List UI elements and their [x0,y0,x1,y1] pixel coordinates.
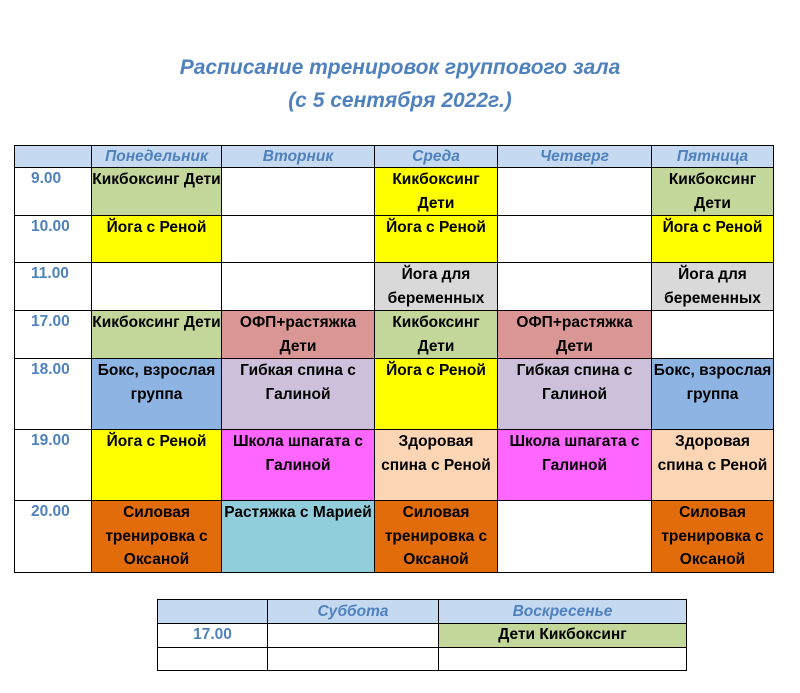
weekday-row [15,168,774,216]
time-cell: 17.00 [15,311,92,359]
class-cell: Здоровая спина с Реной [652,430,774,501]
class-cell: Кикбоксинг Дети [375,311,498,359]
class-cell [652,311,774,359]
weekend-row [158,624,687,648]
time-cell: 18.00 [15,359,92,430]
class-cell [498,216,652,263]
class-cell [268,648,439,671]
class-cell: Йога для беременных [652,263,774,311]
class-cell: Кикбоксинг Дети [92,311,222,359]
weekday-day-header: Вторник [222,146,375,168]
class-cell: Гибкая спина с Галиной [222,359,375,430]
class-cell: Йога с Реной [375,359,498,430]
class-cell: Бокс, взрослая группа [92,359,222,430]
class-cell: Здоровая спина с Реной [375,430,498,501]
class-cell [439,648,687,671]
class-cell [222,263,375,311]
time-cell: 9.00 [15,168,92,216]
class-cell: Йога с Реной [375,216,498,263]
time-cell: 17.00 [158,624,268,648]
class-cell [498,263,652,311]
weekday-schedule-table [14,145,774,573]
time-cell: 11.00 [15,263,92,311]
class-cell: Силовая тренировка с Оксаной [92,501,222,573]
weekend-day-header: Суббота [268,600,439,624]
weekday-header-corner [15,146,92,168]
class-cell: Школа шпагата с Галиной [498,430,652,501]
class-cell: Йога для беременных [375,263,498,311]
class-cell [222,216,375,263]
weekday-day-header: Пятница [652,146,774,168]
weekday-row [15,501,774,573]
weekday-row [15,359,774,430]
class-cell: Йога с Реной [92,216,222,263]
weekday-row [15,311,774,359]
time-cell [158,648,268,671]
class-cell: Кикбоксинг Дети [375,168,498,216]
weekend-schedule-table [157,599,687,671]
class-cell [268,624,439,648]
class-cell [498,501,652,573]
class-cell: ОФП+растяжка Дети [222,311,375,359]
class-cell: Йога с Реной [92,430,222,501]
weekend-row [158,648,687,671]
class-cell: Растяжка с Марией [222,501,375,573]
class-cell: Школа шпагата с Галиной [222,430,375,501]
weekday-row [15,263,774,311]
time-cell: 20.00 [15,501,92,573]
time-cell: 10.00 [15,216,92,263]
weekday-row [15,430,774,501]
class-cell: Гибкая спина с Галиной [498,359,652,430]
weekend-day-header: Воскресенье [439,600,687,624]
class-cell: Кикбоксинг Дети [652,168,774,216]
schedule-subtitle: (с 5 сентября 2022г.) [288,89,512,112]
class-cell: Дети Кикбоксинг [439,624,687,648]
class-cell [498,168,652,216]
class-cell: ОФП+растяжка Дети [498,311,652,359]
weekday-day-header: Четверг [498,146,652,168]
class-cell [92,263,222,311]
class-cell [222,168,375,216]
class-cell: Силовая тренировка с Оксаной [652,501,774,573]
weekday-row [15,216,774,263]
class-cell: Бокс, взрослая группа [652,359,774,430]
schedule-title: Расписание тренировок группового зала [179,56,621,79]
class-cell: Кикбоксинг Дети [92,168,222,216]
weekday-day-header: Понедельник [92,146,222,168]
weekend-header-corner [158,600,268,624]
class-cell: Йога с Реной [652,216,774,263]
weekday-day-header: Среда [375,146,498,168]
class-cell: Силовая тренировка с Оксаной [375,501,498,573]
time-cell: 19.00 [15,430,92,501]
